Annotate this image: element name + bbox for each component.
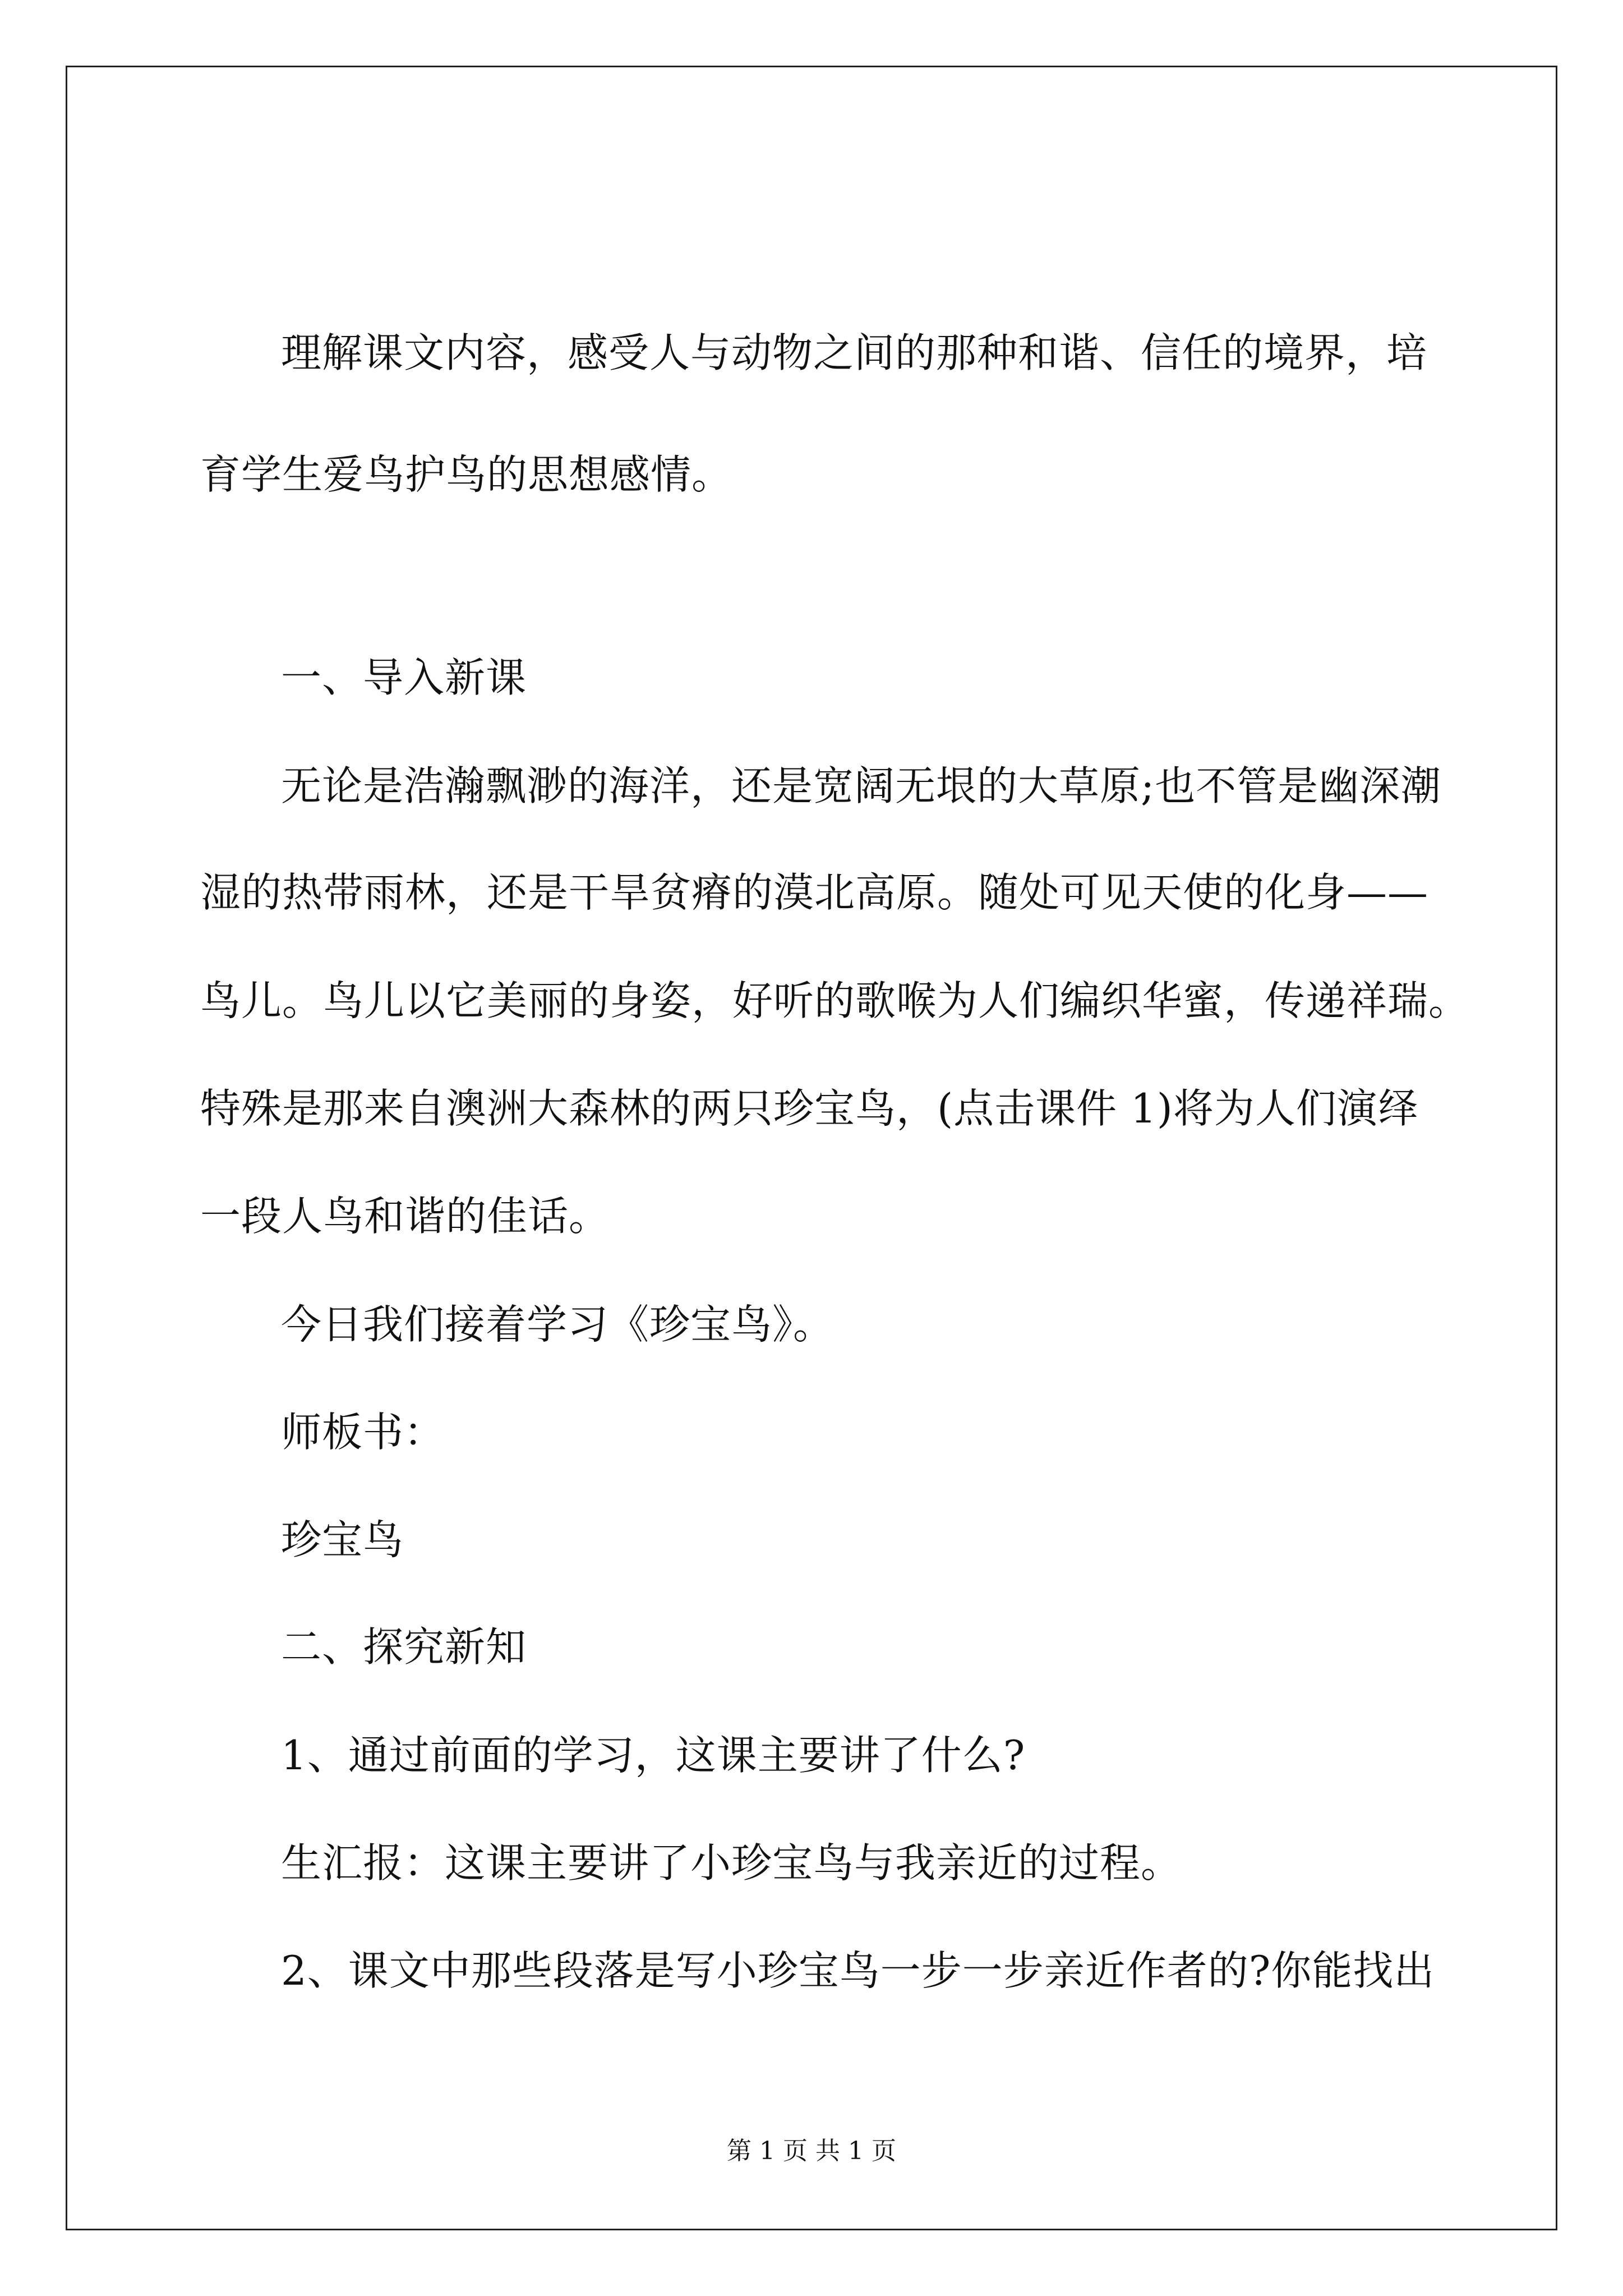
page-footer: 第 1 页 共 1 页 [727, 2137, 896, 2165]
paragraph-line: 无论是浩瀚飘渺的海洋，还是宽阔无垠的大草原;也不管是幽深潮 [281, 762, 1442, 809]
paragraph-line: 鸟儿。鸟儿以它美丽的身姿，好听的歌喉为人们编织华蜜，传递祥瑞。 [200, 977, 1470, 1024]
paragraph-line: 育学生爱鸟护鸟的思想感情。 [200, 451, 733, 498]
paragraph-line: 今日我们接着学习《珍宝鸟》。 [281, 1301, 834, 1348]
paragraph-line: 生汇报：这课主要讲了小珍宝鸟与我亲近的过程。 [281, 1839, 1182, 1887]
paragraph-line: 1、通过前面的学习，这课主要讲了什么? [281, 1732, 1026, 1779]
paragraph-line: 珍宝鸟 [281, 1516, 404, 1563]
paragraph-line: 师板书： [281, 1409, 445, 1456]
section-heading: 二、探究新知 [281, 1623, 527, 1671]
paragraph-line: 2、课文中那些段落是写小珍宝鸟一步一步亲近作者的?你能找出 [281, 1947, 1435, 1994]
paragraph-line: 一段人鸟和谐的佳话。 [200, 1193, 610, 1240]
paragraph-line: 湿的热带雨林，还是干旱贫瘠的漠北高原。随处可见天使的化身—— [200, 869, 1429, 916]
paragraph-line: 理解课文内容，感受人与动物之间的那种和谐、信任的境界，培 [281, 329, 1428, 376]
page-border [66, 66, 1557, 2230]
section-heading: 一、导入新课 [281, 654, 527, 701]
paragraph-line: 特殊是那来自澳洲大森林的两只珍宝鸟，(点击课件 1)将为人们演绎 [200, 1085, 1419, 1132]
